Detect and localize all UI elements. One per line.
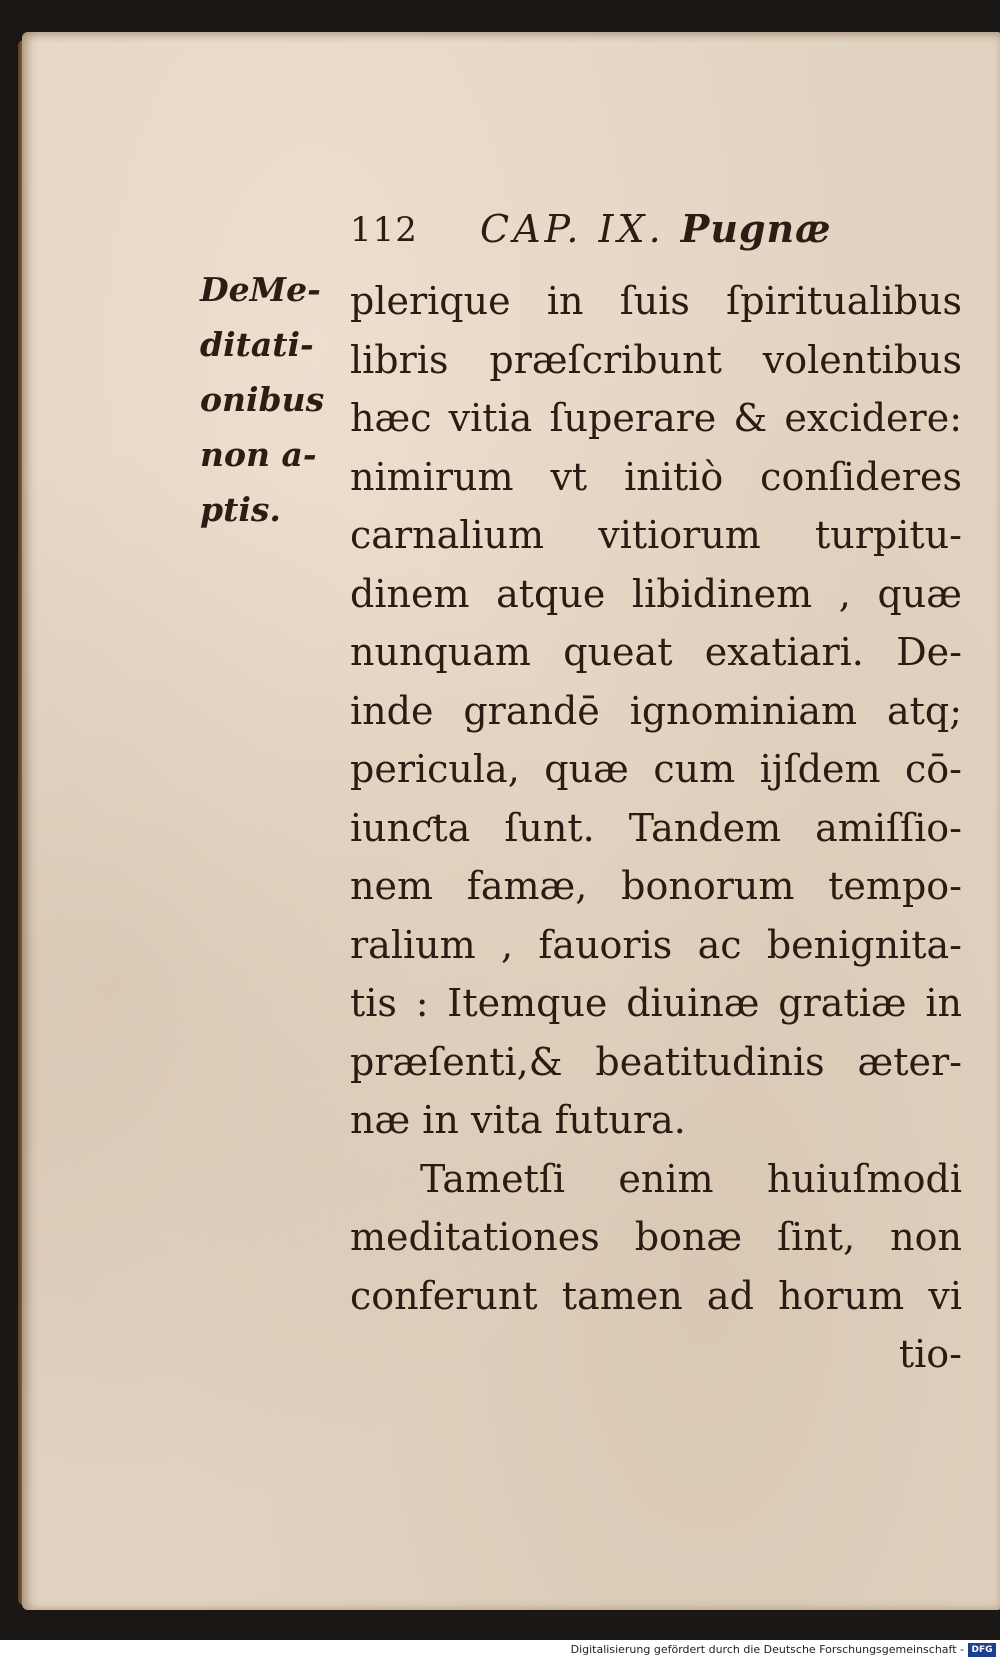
text-line: inde grandē ignominiam atq; [350,688,962,733]
catchword: tio- [898,1332,962,1376]
text-line: carnalium vitiorum turpitu- [350,513,962,557]
marginal-note-line: onibus [200,380,325,419]
marginal-note-line: DeMe- [200,270,321,309]
body-text [350,272,962,1384]
running-title: Pugnæ [680,206,832,251]
text-line: nem famæ, bonorum tempo- [350,864,962,908]
text-line: conferunt tamen ad horum vi [350,1273,962,1318]
text-line: iunƈta ſunt. Tandem amiſſio- [350,805,962,850]
marginal-note-line: non a- [200,435,317,474]
chapter-label: CAP. IX. [480,207,665,251]
funding-credit: Digitalisierung gefördert durch die Deutsche Forschungsgemeinschaft - [570,1643,964,1656]
text-line: tis : Itemque diuinæ gratiæ in [350,981,962,1025]
page-header [350,198,850,258]
marginal-note-line: ditati- [200,325,314,364]
text-line: næ in vita futura. [350,1098,686,1142]
text-line: nunquam queat exatiari. De- [350,630,962,674]
text-line: libris præſcribunt volentibus [350,337,962,382]
paragraph-first-line: Tametſi enim huiuſmodi [420,1156,962,1201]
page-number: 112 [350,210,418,250]
text-line: nimirum vt initiò conſideres [350,454,962,499]
dfg-logo-icon: DFG [968,1643,996,1657]
digitization-footer [0,1640,1000,1661]
text-line: dinem atque libidinem , quæ [350,571,962,616]
text-line: meditationes bonæ ſint, non [350,1215,962,1259]
text-line: ralium , fauoris ac benignita- [350,922,962,967]
marginal-note [200,262,330,537]
text-line: pericula, quæ cum ijſdem cō- [350,747,962,791]
chapter-heading [480,206,832,251]
text-line: hæc vitia ſuperare & excidere: [350,396,962,440]
marginal-note-line: ptis. [200,490,281,529]
text-line: præſenti,& beatitudinis æter- [350,1039,962,1084]
text-line: plerique in ſuis ſpiritualibus [350,279,962,323]
